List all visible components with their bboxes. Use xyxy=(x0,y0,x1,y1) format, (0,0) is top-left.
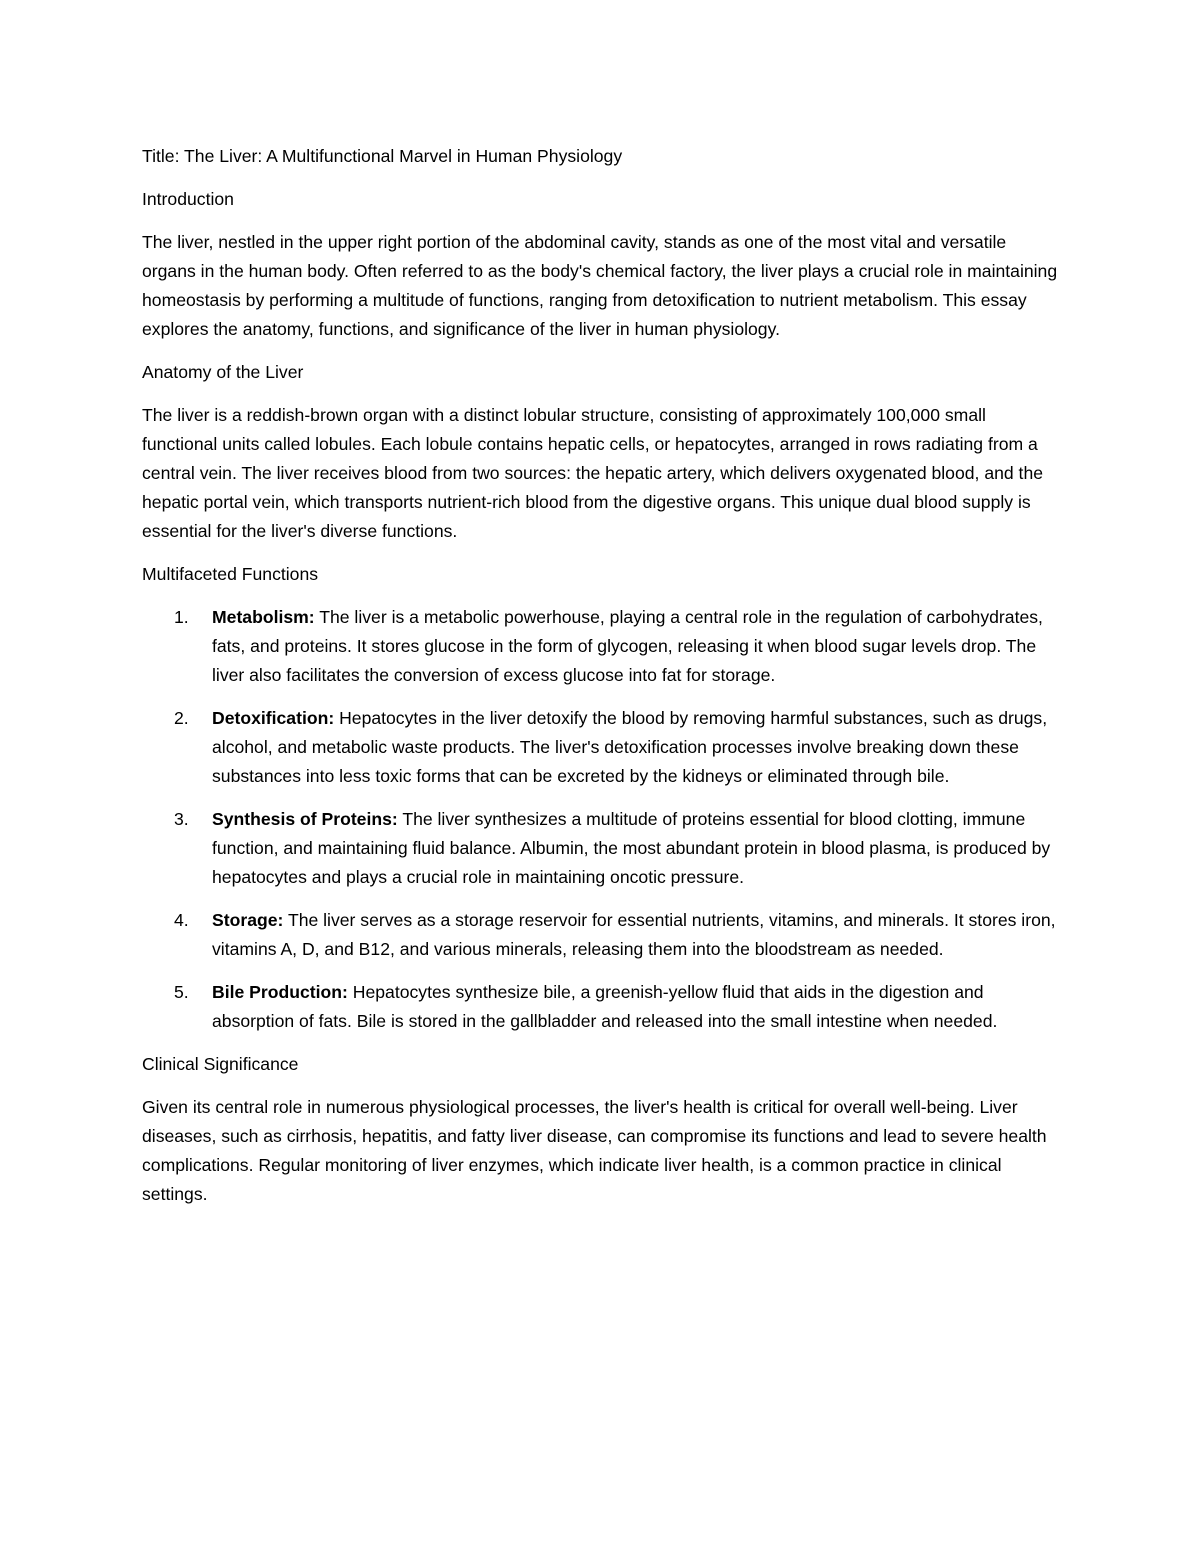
list-term: Bile Production: xyxy=(212,982,348,1002)
list-number: 1. xyxy=(174,607,189,627)
list-term: Synthesis of Proteins: xyxy=(212,809,398,829)
list-term: Storage: xyxy=(212,910,284,930)
list-term: Detoxification: xyxy=(212,708,335,728)
list-item-protein-synthesis xyxy=(142,805,1062,892)
list-item-detoxification xyxy=(142,704,1062,791)
list-number: 2. xyxy=(174,708,189,728)
functions-heading: Multifaceted Functions xyxy=(142,564,319,584)
list-text: Hepatocytes in the liver detoxify the blood by removing harmful substances, such as drugs, alcohol, and metabolic waste products. The liver's detoxification processes involve breaking down these substances into less toxic forms that can be excreted by the kidneys or eliminated through bile. xyxy=(212,708,1048,786)
list-text: The liver serves as a storage reservoir for essential nutrients, vitamins, and minerals. It stores iron, vitamins A, D, and B12, and various minerals, releasing them into the bloodstream as needed. xyxy=(212,910,1056,959)
list-text: The liver is a metabolic powerhouse, playing a central role in the regulation of carbohydrates, fats, and proteins. It stores glucose in the form of glycogen, releasing it when blood sugar levels drop. The liver also facilitates the conversion of excess glucose into fat for storage. xyxy=(212,607,1043,685)
list-term: Metabolism: xyxy=(212,607,315,627)
list-number: 4. xyxy=(174,910,189,930)
clinical-paragraph: Given its central role in numerous physiological processes, the liver's health is critical for overall well-being. Liver diseases, such as cirrhosis, hepatitis, and fatty liver disease, can compromise its functions and lead to severe health complications. Regular monitoring of liver enzymes, which indicate liver health, is a common practice in clinical settings. xyxy=(142,1097,1047,1204)
anatomy-heading: Anatomy of the Liver xyxy=(142,362,304,382)
list-number: 3. xyxy=(174,809,189,829)
introduction-heading: Introduction xyxy=(142,189,234,209)
list-text: Hepatocytes synthesize bile, a greenish-yellow fluid that aids in the digestion and absorption of fats. Bile is stored in the gallbladder and released into the small intestine when needed. xyxy=(212,982,998,1031)
clinical-heading: Clinical Significance xyxy=(142,1054,299,1074)
anatomy-paragraph: The liver is a reddish-brown organ with a distinct lobular structure, consisting of approximately 100,000 small functional units called lobules. Each lobule contains hepatic cells, or hepatocytes, arranged in rows radiating from a central vein. The liver receives blood from two sources: the hepatic artery, which delivers oxygenated blood, and the hepatic portal vein, which transports nutrient-rich blood from the digestive organs. This unique dual blood supply is essential for the liver's diverse functions. xyxy=(142,405,1044,541)
functions-list xyxy=(142,603,1062,1036)
list-item-storage xyxy=(142,906,1062,964)
document-title: Title: The Liver: A Multifunctional Marvel in Human Physiology xyxy=(142,146,623,166)
list-text: The liver synthesizes a multitude of proteins essential for blood clotting, immune function, and maintaining fluid balance. Albumin, the most abundant protein in blood plasma, is produced by hepatocytes and plays a crucial role in maintaining oncotic pressure. xyxy=(212,809,1051,887)
introduction-paragraph: The liver, nestled in the upper right portion of the abdominal cavity, stands as one of the most vital and versatile organs in the human body. Often referred to as the body's chemical factory, the liver plays a crucial role in maintaining homeostasis by performing a multitude of functions, ranging from detoxification to nutrient metabolism. This essay explores the anatomy, functions, and significance of the liver in human physiology. xyxy=(142,232,1058,339)
list-item-bile-production xyxy=(142,978,1062,1036)
list-item-metabolism xyxy=(142,603,1062,690)
document-body xyxy=(142,142,1062,1223)
list-number: 5. xyxy=(174,982,189,1002)
